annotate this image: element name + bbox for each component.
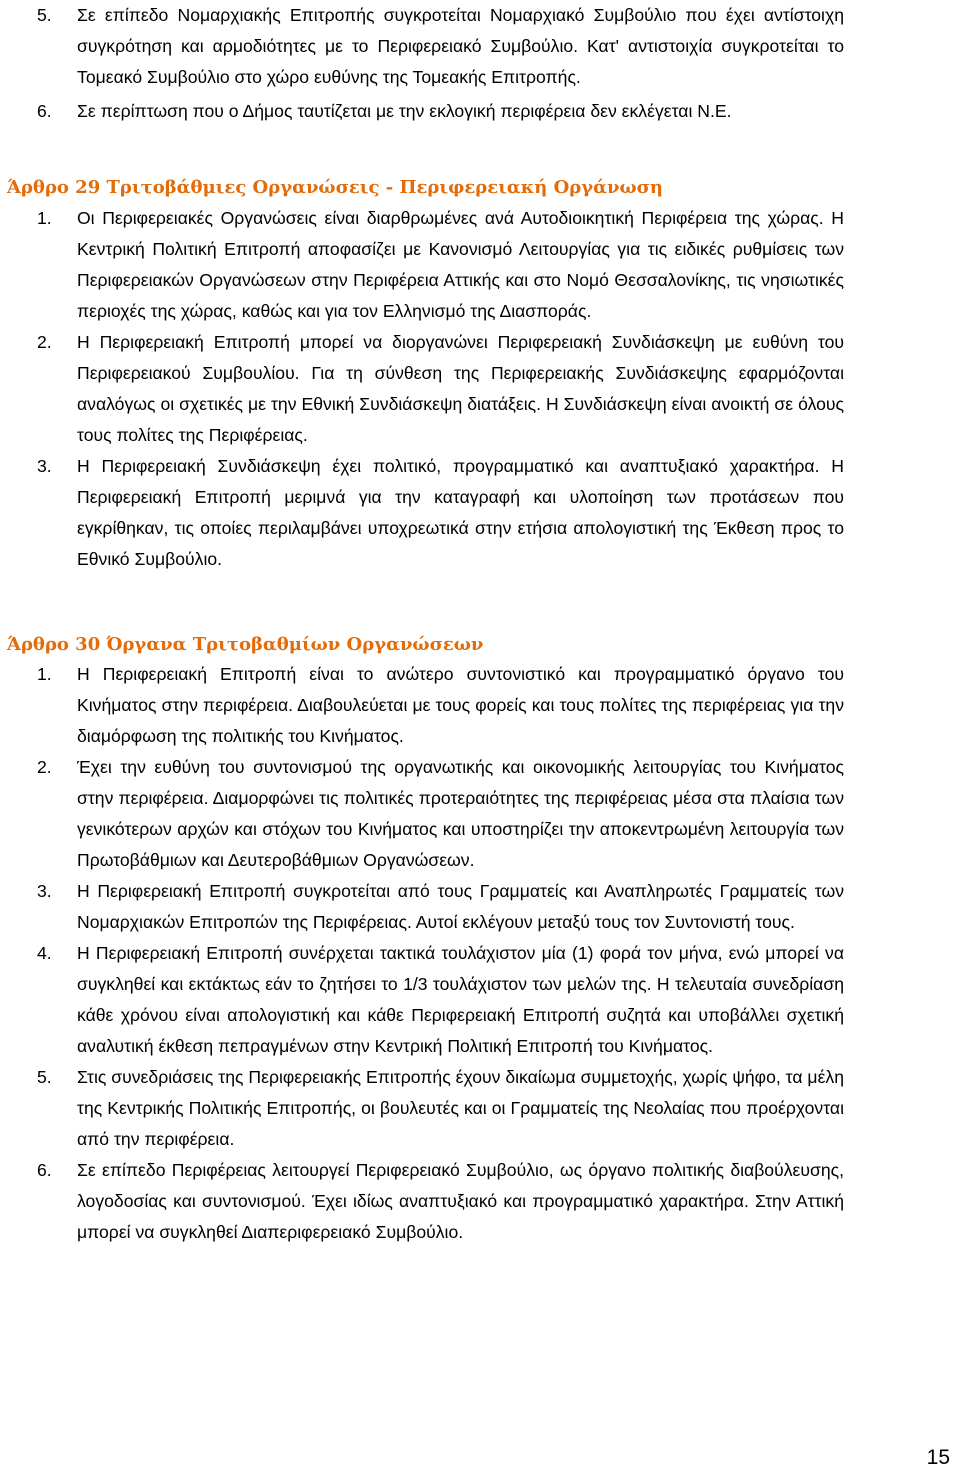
item-text: Στις συνεδριάσεις της Περιφερειακής Επιτροπής έχουν δικαίωμα συμμετοχής, χωρίς ψήφο, τα μέλη της Κεντρικής Πολιτικής Επιτροπής, οι βουλευτές και οι Γραμματείς της Νεολαίας που προέρχονται από την περιφέρεια. — [77, 1067, 844, 1149]
item-text: Η Περιφερειακή Επιτροπή συγκροτείται από τους Γραμματείς και Αναπληρωτές Γραμματείς των Νομαρχιακών Επιτροπών της Περιφέρειας. Αυτοί εκλέγουν μεταξύ τους τον Συντονιστή τους. — [77, 881, 844, 932]
item-number: 1. — [37, 208, 52, 228]
article-30-heading: Άρθρο 30 Όργανα Τριτοβαθμίων Οργανώσεων — [7, 634, 484, 655]
list-item — [0, 876, 960, 938]
item-number: 3. — [37, 881, 52, 901]
item-number: 5. — [37, 1067, 52, 1087]
list-item — [0, 96, 960, 127]
item-text: Σε επίπεδο Νομαρχιακής Επιτροπής συγκροτείται Νομαρχιακό Συμβούλιο που έχει αντίστοιχη συγκρότηση και αρμοδιότητες με το Περιφερειακό Συμβούλιο. Κατ' αντιστοιχία συγκροτείται το Τομεακό Συμβούλιο στο χώρο ευθύνης της Τομεακής Επιτροπής. — [77, 5, 844, 87]
article-30-list — [0, 659, 960, 1248]
item-text: Έχει την ευθύνη του συντονισμού της οργανωτικής και οικονομικής λειτουργίας του Κινήματος στην περιφέρεια. Διαμορφώνει τις πολιτικές προτεραιότητες της περιφέρειας μέσα στα πλαίσια των γενικότερων αρχών και στόχων του Κινήματος και υποστηρίζει την αποκεντρωμένη λειτουργία των Πρωτοβάθμιων και Δευτεροβάθμιων Οργανώσεων. — [77, 757, 844, 870]
list-item — [0, 938, 960, 1062]
article-29-list — [0, 203, 960, 575]
item-number: 2. — [37, 757, 52, 777]
list-item — [0, 1062, 960, 1155]
item-text: Η Περιφερειακή Επιτροπή είναι το ανώτερο συντονιστικό και προγραμματικό όργανο του Κινήματος στην περιφέρεια. Διαβουλεύεται με τους φορείς και τους πολίτες της περιφέρειας για την διαμόρφωση της πολιτικής του Κινήματος. — [77, 664, 844, 746]
list-item — [0, 203, 960, 327]
item-number: 3. — [37, 456, 52, 476]
list-item — [0, 0, 960, 93]
item-text: Η Περιφερειακή Συνδιάσκεψη έχει πολιτικό, προγραμματικό και αναπτυξιακό χαρακτήρα. Η Περιφερειακή Επιτροπή μεριμνά για την καταγραφή και υλοποίηση των προτάσεων που εγκρίθηκαν, τις οποίες περιλαμβάνει υποχρεωτικά στην ετήσια απολογιστική της Έκθεση προς το Εθνικό Συμβούλιο. — [77, 456, 844, 569]
item-number: 5. — [37, 5, 52, 25]
article-29-heading: Άρθρο 29 Τριτοβάθμιες Οργανώσεις - Περιφερειακή Οργάνωση — [7, 177, 663, 198]
list-item — [0, 451, 960, 575]
page-number: 15 — [926, 1446, 950, 1469]
top-list — [0, 0, 960, 127]
item-text: Σε επίπεδο Περιφέρειας λειτουργεί Περιφερειακό Συμβούλιο, ως όργανο πολιτικής διαβούλευσης, λογοδοσίας και συντονισμού. Έχει ιδίως αναπτυξιακό και προγραμματικό χαρακτήρα. Στην Αττική μπορεί να συγκληθεί Διαπεριφερειακό Συμβούλιο. — [77, 1160, 844, 1242]
list-item — [0, 659, 960, 752]
item-number: 1. — [37, 664, 52, 684]
item-number: 4. — [37, 943, 52, 963]
item-number: 2. — [37, 332, 52, 352]
item-text: Οι Περιφερειακές Οργανώσεις είναι διαρθρωμένες ανά Αυτοδιοικητική Περιφέρεια της χώρας. Η Κεντρική Πολιτική Επιτροπή αποφασίζει με Κανονισμό Λειτουργίας για τις ειδικές ρυθμίσεις των Περιφερειακών Οργανώσεων στην Περιφέρεια Αττικής και στο Νομό Θεσσαλονίκης, τις νησιωτικές περιοχές της χώρας, καθώς και για τον Ελληνισμό της Διασποράς. — [77, 208, 844, 321]
item-number: 6. — [37, 101, 52, 121]
list-item — [0, 1155, 960, 1248]
list-item — [0, 327, 960, 451]
item-text: Η Περιφερειακή Επιτροπή μπορεί να διοργανώνει Περιφερειακή Συνδιάσκεψη με ευθύνη του Περιφερειακού Συμβουλίου. Για τη σύνθεση της Περιφερειακής Συνδιάσκεψης εφαρμόζονται αναλόγως οι σχετικές με την Εθνική Συνδιάσκεψη διατάξεις. Η Συνδιάσκεψη είναι ανοικτή σε όλους τους πολίτες της Περιφέρειας. — [77, 332, 844, 445]
item-text: Σε περίπτωση που ο Δήμος ταυτίζεται με την εκλογική περιφέρεια δεν εκλέγεται Ν.Ε. — [77, 101, 732, 121]
item-text: Η Περιφερειακή Επιτροπή συνέρχεται τακτικά τουλάχιστον μία (1) φορά τον μήνα, ενώ μπορεί να συγκληθεί και εκτάκτως εάν το ζητήσει το 1/3 τουλάχιστον των μελών της. Η τελευταία συνεδρίαση κάθε χρόνου είναι απολογιστική και κάθε Περιφερειακή Επιτροπή συζητά και υποβάλλει σχετική αναλυτική έκθεση πεπραγμένων στην Κεντρική Πολιτική Επιτροπή του Κινήματος. — [77, 943, 844, 1056]
list-item — [0, 752, 960, 876]
item-number: 6. — [37, 1160, 52, 1180]
